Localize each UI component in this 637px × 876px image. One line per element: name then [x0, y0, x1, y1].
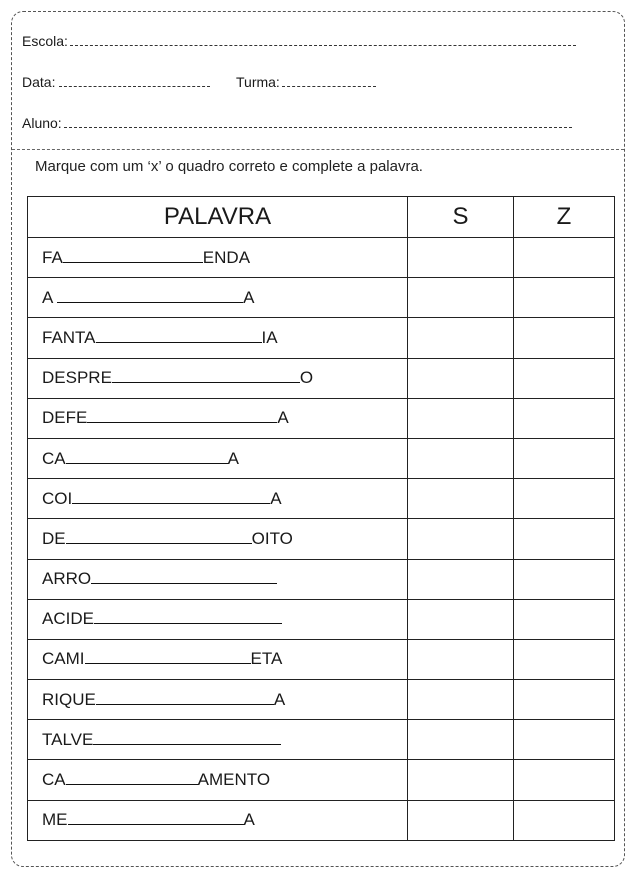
word-prefix: DE [42, 528, 66, 548]
table-row [28, 238, 615, 278]
word-blank[interactable] [91, 569, 277, 584]
word-blank[interactable] [66, 449, 228, 464]
word-blank[interactable] [94, 609, 282, 624]
table-row [28, 318, 615, 358]
checkbox-z[interactable] [514, 278, 615, 318]
checkbox-z[interactable] [514, 559, 615, 599]
table-row [28, 760, 615, 800]
checkbox-s[interactable] [408, 318, 514, 358]
word-cell [28, 398, 408, 438]
word-suffix: ENDA [202, 247, 251, 267]
word-prefix: A [42, 287, 58, 307]
instruction-text: Marque com um ‘x’ o quadro correto e complete a palavra. [35, 158, 423, 175]
word-cell [28, 760, 408, 800]
word-blank[interactable] [63, 248, 203, 263]
table-row [28, 278, 615, 318]
word-prefix: CA [42, 770, 66, 790]
checkbox-s[interactable] [408, 519, 514, 559]
checkbox-s[interactable] [408, 438, 514, 478]
word-cell [28, 720, 408, 760]
word-prefix: FANTA [42, 327, 96, 347]
word-suffix: OITO [251, 528, 293, 548]
checkbox-z[interactable] [514, 599, 615, 639]
word-prefix: DEFE [42, 408, 88, 428]
checkbox-z[interactable] [514, 519, 615, 559]
word-prefix: FA [42, 247, 63, 267]
word-prefix: TALVE [42, 729, 94, 749]
checkbox-s[interactable] [408, 800, 514, 840]
checkbox-z[interactable] [514, 479, 615, 519]
table-header-row [28, 197, 615, 238]
checkbox-s[interactable] [408, 720, 514, 760]
checkbox-s[interactable] [408, 639, 514, 679]
word-prefix: ARRO [42, 569, 92, 589]
table-row [28, 639, 615, 679]
checkbox-s[interactable] [408, 398, 514, 438]
table-row [28, 398, 615, 438]
word-blank[interactable] [57, 288, 243, 303]
header-s: S [408, 197, 514, 238]
checkbox-s[interactable] [408, 238, 514, 278]
data-field[interactable] [22, 74, 210, 90]
checkbox-z[interactable] [514, 358, 615, 398]
aluno-label: Aluno: [22, 115, 62, 131]
word-blank[interactable] [85, 649, 251, 664]
header-palavra: PALAVRA [28, 197, 408, 238]
word-blank[interactable] [96, 690, 274, 705]
table-row [28, 680, 615, 720]
word-suffix: A [277, 408, 289, 428]
aluno-field[interactable] [22, 115, 572, 131]
word-prefix: COI [42, 488, 73, 508]
word-prefix: CAMI [42, 649, 85, 669]
word-blank[interactable] [68, 810, 244, 825]
word-rows [28, 238, 615, 841]
turma-line[interactable] [282, 86, 376, 87]
checkbox-s[interactable] [408, 479, 514, 519]
checkbox-s[interactable] [408, 760, 514, 800]
word-cell [28, 639, 408, 679]
checkbox-z[interactable] [514, 398, 615, 438]
checkbox-s[interactable] [408, 559, 514, 599]
word-prefix: DESPRE [42, 368, 112, 388]
checkbox-z[interactable] [514, 318, 615, 358]
checkbox-z[interactable] [514, 438, 615, 478]
word-suffix: A [243, 287, 255, 307]
checkbox-z[interactable] [514, 238, 615, 278]
word-prefix: ACIDE [42, 609, 94, 629]
turma-field[interactable] [236, 74, 376, 90]
word-cell [28, 479, 408, 519]
word-blank[interactable] [66, 770, 198, 785]
table-row [28, 599, 615, 639]
word-cell [28, 358, 408, 398]
checkbox-z[interactable] [514, 720, 615, 760]
word-cell [28, 680, 408, 720]
word-suffix: O [299, 368, 314, 388]
escola-field[interactable] [22, 33, 576, 49]
checkbox-z[interactable] [514, 680, 615, 720]
turma-label: Turma: [236, 74, 280, 90]
word-suffix: AMENTO [197, 770, 271, 790]
word-cell [28, 800, 408, 840]
word-suffix: A [273, 689, 286, 709]
word-cell [28, 278, 408, 318]
word-suffix: ETA [250, 649, 283, 669]
checkbox-s[interactable] [408, 278, 514, 318]
word-suffix: A [227, 448, 239, 468]
header-divider [12, 149, 624, 150]
table-row [28, 479, 615, 519]
data-label: Data: [22, 74, 56, 90]
header-z: Z [514, 197, 615, 238]
table-row [28, 438, 615, 478]
table-row [28, 519, 615, 559]
escola-line[interactable] [70, 45, 576, 46]
checkbox-z[interactable] [514, 639, 615, 679]
word-cell [28, 318, 408, 358]
word-blank[interactable] [66, 529, 252, 544]
word-suffix: A [270, 488, 282, 508]
word-suffix: IA [261, 327, 278, 347]
word-blank[interactable] [112, 368, 300, 383]
table-row [28, 720, 615, 760]
word-blank[interactable] [93, 730, 281, 745]
word-cell [28, 238, 408, 278]
aluno-line[interactable] [64, 127, 572, 128]
word-cell [28, 559, 408, 599]
checkbox-s[interactable] [408, 599, 514, 639]
word-prefix: ME [42, 810, 68, 830]
word-prefix: RIQUE [42, 689, 96, 709]
escola-label: Escola: [22, 33, 68, 49]
word-table [27, 196, 615, 841]
checkbox-z[interactable] [514, 760, 615, 800]
word-blank[interactable] [87, 408, 277, 423]
word-blank[interactable] [96, 328, 262, 343]
word-blank[interactable] [72, 489, 270, 504]
word-cell [28, 438, 408, 478]
table-row [28, 800, 615, 840]
checkbox-s[interactable] [408, 680, 514, 720]
checkbox-s[interactable] [408, 358, 514, 398]
word-cell [28, 599, 408, 639]
table-row [28, 358, 615, 398]
data-line[interactable] [59, 86, 210, 87]
table-row [28, 559, 615, 599]
word-suffix: A [243, 810, 255, 830]
checkbox-z[interactable] [514, 800, 615, 840]
word-prefix: CA [42, 448, 66, 468]
word-cell [28, 519, 408, 559]
